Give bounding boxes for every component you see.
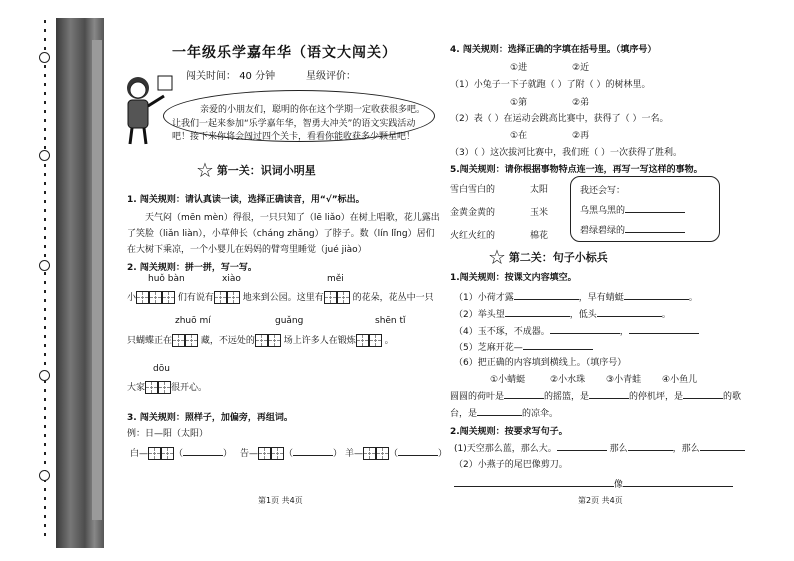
binding-ring [39, 260, 50, 271]
pinyin: xiào [222, 274, 241, 284]
footer-page-left: 第1页 共4页 [258, 496, 303, 505]
footer-page-right: 第2页 共4页 [578, 496, 623, 505]
option: ③小青蛙 [606, 375, 642, 385]
q4-sentence: （2）表（ ）在运动会跳高比赛中，获得了（ ）一名。 [450, 114, 669, 124]
option: ①第 [510, 98, 528, 108]
option: ①小蜻蜓 [490, 375, 526, 385]
option: ①在 [510, 131, 528, 141]
box-line[interactable]: 乌黑乌黑的 [580, 203, 685, 216]
write-line[interactable]: (1)天空那么蓝，那么大。 那么 ，那么 [454, 441, 745, 454]
time-label: 闯关时间： 40 分钟 [186, 71, 276, 82]
l2-q2-rule: 2.闯关规则：按要求写句子。 [450, 427, 568, 437]
fill-line[interactable]: （2）举头望 ，低头 。 [454, 310, 671, 320]
binding-ring [39, 150, 50, 161]
q3-item: 告— （ ） [240, 449, 343, 459]
binding-ring [39, 370, 50, 381]
option: ②再 [572, 131, 590, 141]
option: ②小水珠 [550, 375, 586, 385]
fill-line[interactable]: （4）玉不琢，不成器。 ， [454, 324, 699, 337]
q4-sentence: （3）（ ）这次拔河比赛中，我们班（ ）一次获得了胜利。 [450, 148, 682, 158]
q1-rule: 1. 闯关规则：请认真读一读，选择正确读音，用“√”标出。 [127, 195, 365, 205]
binding-ring [39, 470, 50, 481]
q2-line: 小 们有说有 地来到公园。这里有 的花朵，花丛中一只 [127, 293, 434, 303]
write-line[interactable]: 像 [454, 477, 733, 490]
match-right: 棉花 [530, 231, 549, 241]
q1-line: 天气闷（mēn mèn）得很，一只只知了（lē liǎo）在树上唱歌，花儿露出 [145, 213, 440, 223]
fill-instruction: （6）把正确的内容填到横线上。（填序号） [454, 358, 627, 368]
scanned-binding-edge [92, 40, 102, 520]
option: ④小鱼儿 [662, 375, 698, 385]
q3-item: 白— （ ） [130, 449, 233, 459]
binding-ring [39, 52, 50, 63]
q2-line: 大家 很开心。 [127, 383, 208, 393]
pinyin: shēn tǐ [375, 316, 406, 326]
l2-q1-rule: 1.闯关规则：按课文内容填空。 [450, 273, 577, 283]
q3-item: 羊— （ ） [345, 449, 448, 459]
option: ②弟 [572, 98, 590, 108]
match-right: 太阳 [530, 185, 549, 195]
fill-line[interactable]: 台，是 的凉伞。 [450, 409, 559, 419]
q1-line: 了笑脸（liǎn liàn），小草伸长（cháng zhǎng）了脖子。数（lín lǐng）居们 [127, 229, 435, 239]
level1-heading: ☆ 第一关：识词小明星 [196, 158, 316, 182]
pinyin: huǒ bàn [148, 274, 185, 284]
match-left: 雪白雪白的 [450, 185, 496, 195]
write-line: （2）小燕子的尾巴像剪刀。 [454, 460, 568, 470]
fill-line[interactable]: （5）芝麻开花— [454, 340, 593, 353]
q1-line: 在大树下乘凉，一个小婴儿在妈妈的臂弯里睡觉（jué jiào） [127, 245, 367, 255]
page-title: 一年级乐学嘉年华（语文大闯关） [172, 45, 397, 61]
option: ①进 [510, 63, 528, 73]
match-left: 火红火红的 [450, 231, 496, 241]
star-icon: ☆ [488, 245, 506, 269]
level2-heading: ☆ 第二关：句子小标兵 [488, 245, 608, 269]
intro-line: 让我们一起来参加“乐学嘉年华，智勇大冲关”的语文实践活动 [172, 119, 416, 129]
intro-line: 亲爱的小朋友们，聪明的你在这个学期一定收获很多吧。 [200, 105, 426, 115]
q4-rule: 4. 闯关规则：选择正确的字填在括号里。（填序号） [450, 45, 657, 55]
pinyin: zhuō mí [175, 316, 211, 326]
box-title: 我还会写： [580, 186, 626, 196]
fill-line[interactable]: 圆圆的荷叶是 的摇篮，是 的停机坪，是 的歌 [450, 392, 742, 402]
box-line[interactable]: 碧绿碧绿的 [580, 223, 685, 236]
q4-sentence: （1）小兔子一下子就跑（ ）了附（ ）的树林里。 [450, 80, 651, 90]
option: ②近 [572, 63, 590, 73]
star-icon: ☆ [196, 158, 214, 182]
star-rating-label: 星级评价： [306, 71, 356, 82]
q5-rule: 5.闯关规则：请你根据事物特点连一连，再写一写这样的事物。 [450, 165, 703, 175]
pinyin: guǎng [275, 316, 304, 326]
dotted-cut-line [44, 20, 46, 540]
intro-line: 吧！接下来你将会闯过四个关卡，看看你能收获多少颗星吧！ [172, 132, 416, 142]
q3-example: 例：日—阳（太阳） [127, 429, 209, 439]
fill-line[interactable]: （1）小荷才露 ，早有蜻蜓 。 [454, 293, 698, 303]
binding-margin [0, 0, 118, 561]
q3-rule: 3. 闯关规则：照样子，加偏旁，再组词。 [127, 413, 293, 423]
pinyin: měi [327, 274, 344, 284]
match-right: 玉米 [530, 208, 549, 218]
match-left: 金黄金黄的 [450, 208, 496, 218]
q2-line: 只蝴蝶正在 藏，不远处的 场上许多人在锻炼 。 [127, 336, 394, 346]
pinyin: dōu [153, 364, 170, 374]
q2-rule: 2. 闯关规则：拼一拼，写一写。 [127, 263, 257, 273]
